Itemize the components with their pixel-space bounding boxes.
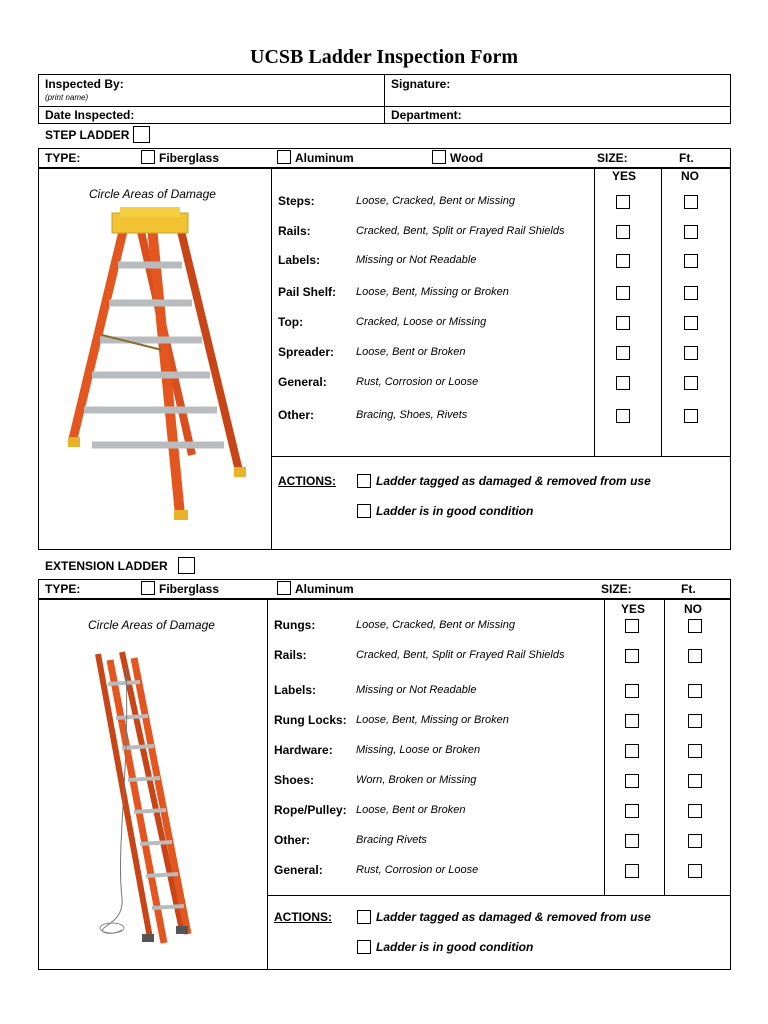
ext-ft-label: Ft.	[681, 582, 696, 596]
step-ft-label: Ft.	[679, 151, 694, 165]
step-size-label: SIZE:	[597, 151, 628, 165]
ext-action-damaged-label: Ladder tagged as damaged & removed from use	[376, 910, 651, 924]
ext-item-description: Loose, Cracked, Bent or Missing	[356, 619, 515, 631]
ext-fiberglass-checkbox[interactable]	[141, 581, 155, 595]
signature-label: Signature:	[391, 77, 451, 91]
ext-action-damaged-checkbox[interactable]	[357, 910, 371, 924]
ext-item-no-checkbox[interactable]	[688, 774, 702, 788]
step-ladder-checkbox[interactable]	[133, 126, 150, 143]
step-action-good-checkbox[interactable]	[357, 504, 371, 518]
step-item-yes-checkbox[interactable]	[616, 376, 630, 390]
step-item-description: Loose, Cracked, Bent or Missing	[356, 195, 515, 207]
step-item-yes-checkbox[interactable]	[616, 286, 630, 300]
step-item-yes-checkbox[interactable]	[616, 254, 630, 268]
step-item-description: Loose, Bent, Missing or Broken	[356, 286, 509, 298]
ext-item-description: Cracked, Bent, Split or Frayed Rail Shields	[356, 649, 565, 661]
step-item-no-checkbox[interactable]	[684, 316, 698, 330]
step-item-label: Top:	[278, 315, 304, 329]
step-item-description: Bracing, Shoes, Rivets	[356, 409, 468, 421]
ext-item-yes-checkbox[interactable]	[625, 864, 639, 878]
step-yes-header: YES	[612, 169, 637, 183]
step-circle-caption: Circle Areas of Damage	[89, 187, 216, 201]
step-item-no-checkbox[interactable]	[684, 376, 698, 390]
ext-item-description: Missing or Not Readable	[356, 684, 477, 696]
step-item-label: Rails:	[278, 224, 311, 238]
step-wood-label: Wood	[450, 151, 484, 165]
step-item-label: Spreader:	[278, 345, 335, 359]
step-actions-label: ACTIONS:	[278, 474, 336, 488]
ext-no-header: NO	[684, 602, 702, 616]
step-no-header: NO	[681, 169, 699, 183]
divider	[267, 599, 268, 970]
ext-item-no-checkbox[interactable]	[688, 864, 702, 878]
step-item-label: Labels:	[278, 253, 321, 267]
ext-item-yes-checkbox[interactable]	[625, 649, 639, 663]
ext-item-yes-checkbox[interactable]	[625, 744, 639, 758]
ext-item-yes-checkbox[interactable]	[625, 804, 639, 818]
ext-item-description: Loose, Bent or Broken	[356, 804, 466, 816]
divider	[594, 168, 595, 456]
ext-item-label: Rope/Pulley:	[274, 803, 347, 817]
divider	[661, 168, 662, 456]
step-aluminum-checkbox[interactable]	[277, 150, 291, 164]
step-item-no-checkbox[interactable]	[684, 195, 698, 209]
ext-item-description: Worn, Broken or Missing	[356, 774, 477, 786]
step-aluminum-label: Aluminum	[295, 151, 354, 165]
ext-item-yes-checkbox[interactable]	[625, 774, 639, 788]
ext-item-no-checkbox[interactable]	[688, 684, 702, 698]
step-action-good-label: Ladder is in good condition	[376, 504, 534, 518]
form-title: UCSB Ladder Inspection Form	[250, 46, 518, 68]
step-ladder-heading: STEP LADDER	[45, 128, 130, 142]
divider	[664, 599, 665, 895]
ext-item-label: Rung Locks:	[274, 713, 347, 727]
ext-item-no-checkbox[interactable]	[688, 834, 702, 848]
department-label: Department:	[391, 108, 462, 122]
step-item-label: General:	[278, 375, 327, 389]
step-item-no-checkbox[interactable]	[684, 286, 698, 300]
ext-item-yes-checkbox[interactable]	[625, 714, 639, 728]
divider	[271, 456, 731, 457]
ext-aluminum-label: Aluminum	[295, 582, 354, 596]
extension-ladder-heading: EXTENSION LADDER	[45, 559, 168, 573]
step-item-yes-checkbox[interactable]	[616, 346, 630, 360]
step-item-no-checkbox[interactable]	[684, 409, 698, 423]
ext-item-description: Missing, Loose or Broken	[356, 744, 481, 756]
ext-item-label: Shoes:	[274, 773, 315, 787]
ext-fiberglass-label: Fiberglass	[159, 582, 220, 596]
step-item-description: Rust, Corrosion or Loose	[356, 376, 479, 388]
step-item-no-checkbox[interactable]	[684, 254, 698, 268]
step-item-no-checkbox[interactable]	[684, 225, 698, 239]
ext-item-label: Other:	[274, 833, 310, 847]
step-ladder-image	[62, 205, 252, 525]
ext-item-no-checkbox[interactable]	[688, 619, 702, 633]
print-name-hint: (print name)	[45, 93, 89, 102]
step-item-label: Pail Shelf:	[278, 285, 337, 299]
ext-item-yes-checkbox[interactable]	[625, 834, 639, 848]
step-item-no-checkbox[interactable]	[684, 346, 698, 360]
ext-item-label: Rails:	[274, 648, 307, 662]
ext-item-label: Hardware:	[274, 743, 333, 757]
ext-item-no-checkbox[interactable]	[688, 804, 702, 818]
step-item-description: Missing or Not Readable	[356, 254, 477, 266]
divider	[38, 106, 731, 107]
divider	[267, 895, 731, 896]
step-item-description: Cracked, Loose or Missing	[356, 316, 487, 328]
ext-actions-label: ACTIONS:	[274, 910, 332, 924]
ext-item-label: Rungs:	[274, 618, 316, 632]
ext-action-good-label: Ladder is in good condition	[376, 940, 534, 954]
ext-item-yes-checkbox[interactable]	[625, 619, 639, 633]
ext-size-label: SIZE:	[601, 582, 632, 596]
step-item-description: Loose, Bent or Broken	[356, 346, 466, 358]
step-fiberglass-checkbox[interactable]	[141, 150, 155, 164]
ext-item-yes-checkbox[interactable]	[625, 684, 639, 698]
ext-item-no-checkbox[interactable]	[688, 649, 702, 663]
ext-circle-caption: Circle Areas of Damage	[88, 618, 215, 632]
ext-item-description: Loose, Bent, Missing or Broken	[356, 714, 509, 726]
divider	[384, 74, 385, 124]
step-type-label: TYPE:	[45, 151, 81, 165]
ext-item-no-checkbox[interactable]	[688, 714, 702, 728]
ext-item-label: General:	[274, 863, 323, 877]
step-item-description: Cracked, Bent, Split or Frayed Rail Shields	[356, 225, 565, 237]
ext-type-label: TYPE:	[45, 582, 81, 596]
step-action-damaged-checkbox[interactable]	[357, 474, 371, 488]
ext-yes-header: YES	[621, 602, 646, 616]
step-fiberglass-label: Fiberglass	[159, 151, 220, 165]
step-item-yes-checkbox[interactable]	[616, 409, 630, 423]
step-item-label: Other:	[278, 408, 314, 422]
step-item-yes-checkbox[interactable]	[616, 225, 630, 239]
ext-item-label: Labels:	[274, 683, 317, 697]
divider	[271, 168, 272, 550]
ext-action-good-checkbox[interactable]	[357, 940, 371, 954]
ext-item-no-checkbox[interactable]	[688, 744, 702, 758]
extension-ladder-checkbox[interactable]	[178, 557, 195, 574]
step-wood-checkbox[interactable]	[432, 150, 446, 164]
ext-item-description: Rust, Corrosion or Loose	[356, 864, 479, 876]
date-inspected-label: Date Inspected:	[45, 108, 135, 122]
divider	[604, 599, 605, 895]
step-item-label: Steps:	[278, 194, 315, 208]
ext-aluminum-checkbox[interactable]	[277, 581, 291, 595]
step-item-yes-checkbox[interactable]	[616, 316, 630, 330]
step-action-damaged-label: Ladder tagged as damaged & removed from use	[376, 474, 651, 488]
inspected-by-label: Inspected By:	[45, 77, 124, 91]
extension-ladder-image	[78, 648, 218, 950]
ext-item-description: Bracing Rivets	[356, 834, 427, 846]
step-item-yes-checkbox[interactable]	[616, 195, 630, 209]
